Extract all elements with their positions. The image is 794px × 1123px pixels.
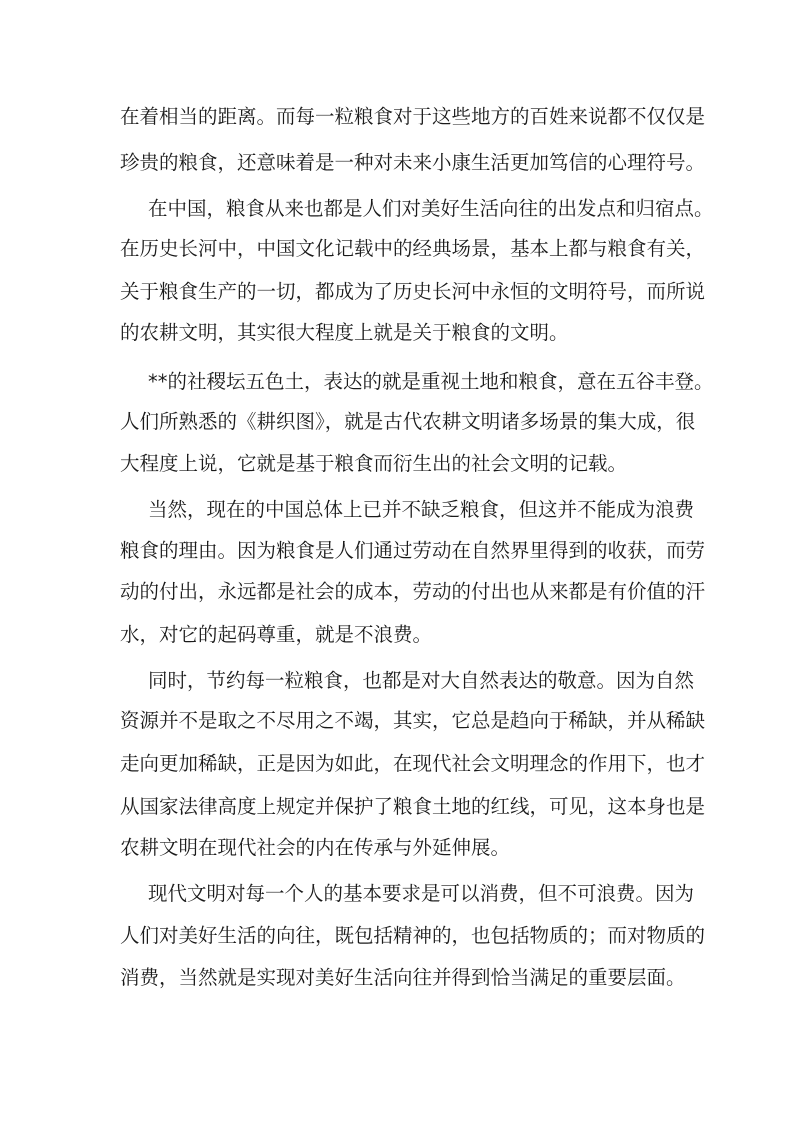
text-line: 当然，现在的中国总体上已并不缺乏粮食，但这并不能成为浪费 [148,498,695,521]
text-line: 在中国，粮食从来也都是人们对美好生活向往的出发点和归宿点。 [148,197,714,220]
text-line: 大程度上说，它就是基于粮食而衍生出的社会文明的记载。 [120,452,628,475]
text-line: 资源并不是取之不尽用之不竭，其实，它总是趋向于稀缺，并从稀缺 [120,709,706,732]
text-line: 水，对它的起码尊重，就是不浪费。 [120,623,433,646]
text-line: 的农耕文明，其实很大程度上就是关于粮食的文明。 [120,321,569,344]
text-line: 关于粮食生产的一切，都成为了历史长河中永恒的文明符号，而所说 [120,280,706,303]
text-line: 同时，节约每一粒粮食，也都是对大自然表达的敬意。因为自然 [148,669,695,692]
text-line: 在着相当的距离。而每一粒粮食对于这些地方的百姓来说都不仅仅是 [120,105,706,128]
text-line: 动的付出，永远都是社会的成本，劳动的付出也从来都是有价值的汗 [120,580,706,603]
text-line: 消费，当然就是实现对美好生活向往并得到恰当满足的重要层面。 [120,966,686,989]
text-line: 粮食的理由。因为粮食是人们通过劳动在自然界里得到的收获，而劳 [120,539,706,562]
text-line: 农耕文明在现代社会的内在传承与外延伸展。 [120,836,511,859]
text-line: 人们所熟悉的《耕织图》，就是古代农耕文明诸多场景的集大成，很 [120,410,696,433]
text-line: 人们对美好生活的向往，既包括精神的，也包括物质的；而对物质的 [120,924,706,947]
text-line: 从国家法律高度上规定并保护了粮食土地的红线，可见，这本身也是 [120,795,706,818]
text-line: 走向更加稀缺，正是因为如此，在现代社会文明理念的作用下，也才 [120,752,706,775]
text-line: 珍贵的粮食，还意味着是一种对未来小康生活更加笃信的心理符号。 [120,151,706,174]
text-line: 现代文明对每一个人的基本要求是可以消费，但不可浪费。因为 [148,882,695,905]
text-line: **的社稷坛五色土，表达的就是重视土地和粮食，意在五谷丰登。 [148,370,714,393]
text-line: 在历史长河中，中国文化记载中的经典场景，基本上都与粮食有关， [120,237,706,260]
